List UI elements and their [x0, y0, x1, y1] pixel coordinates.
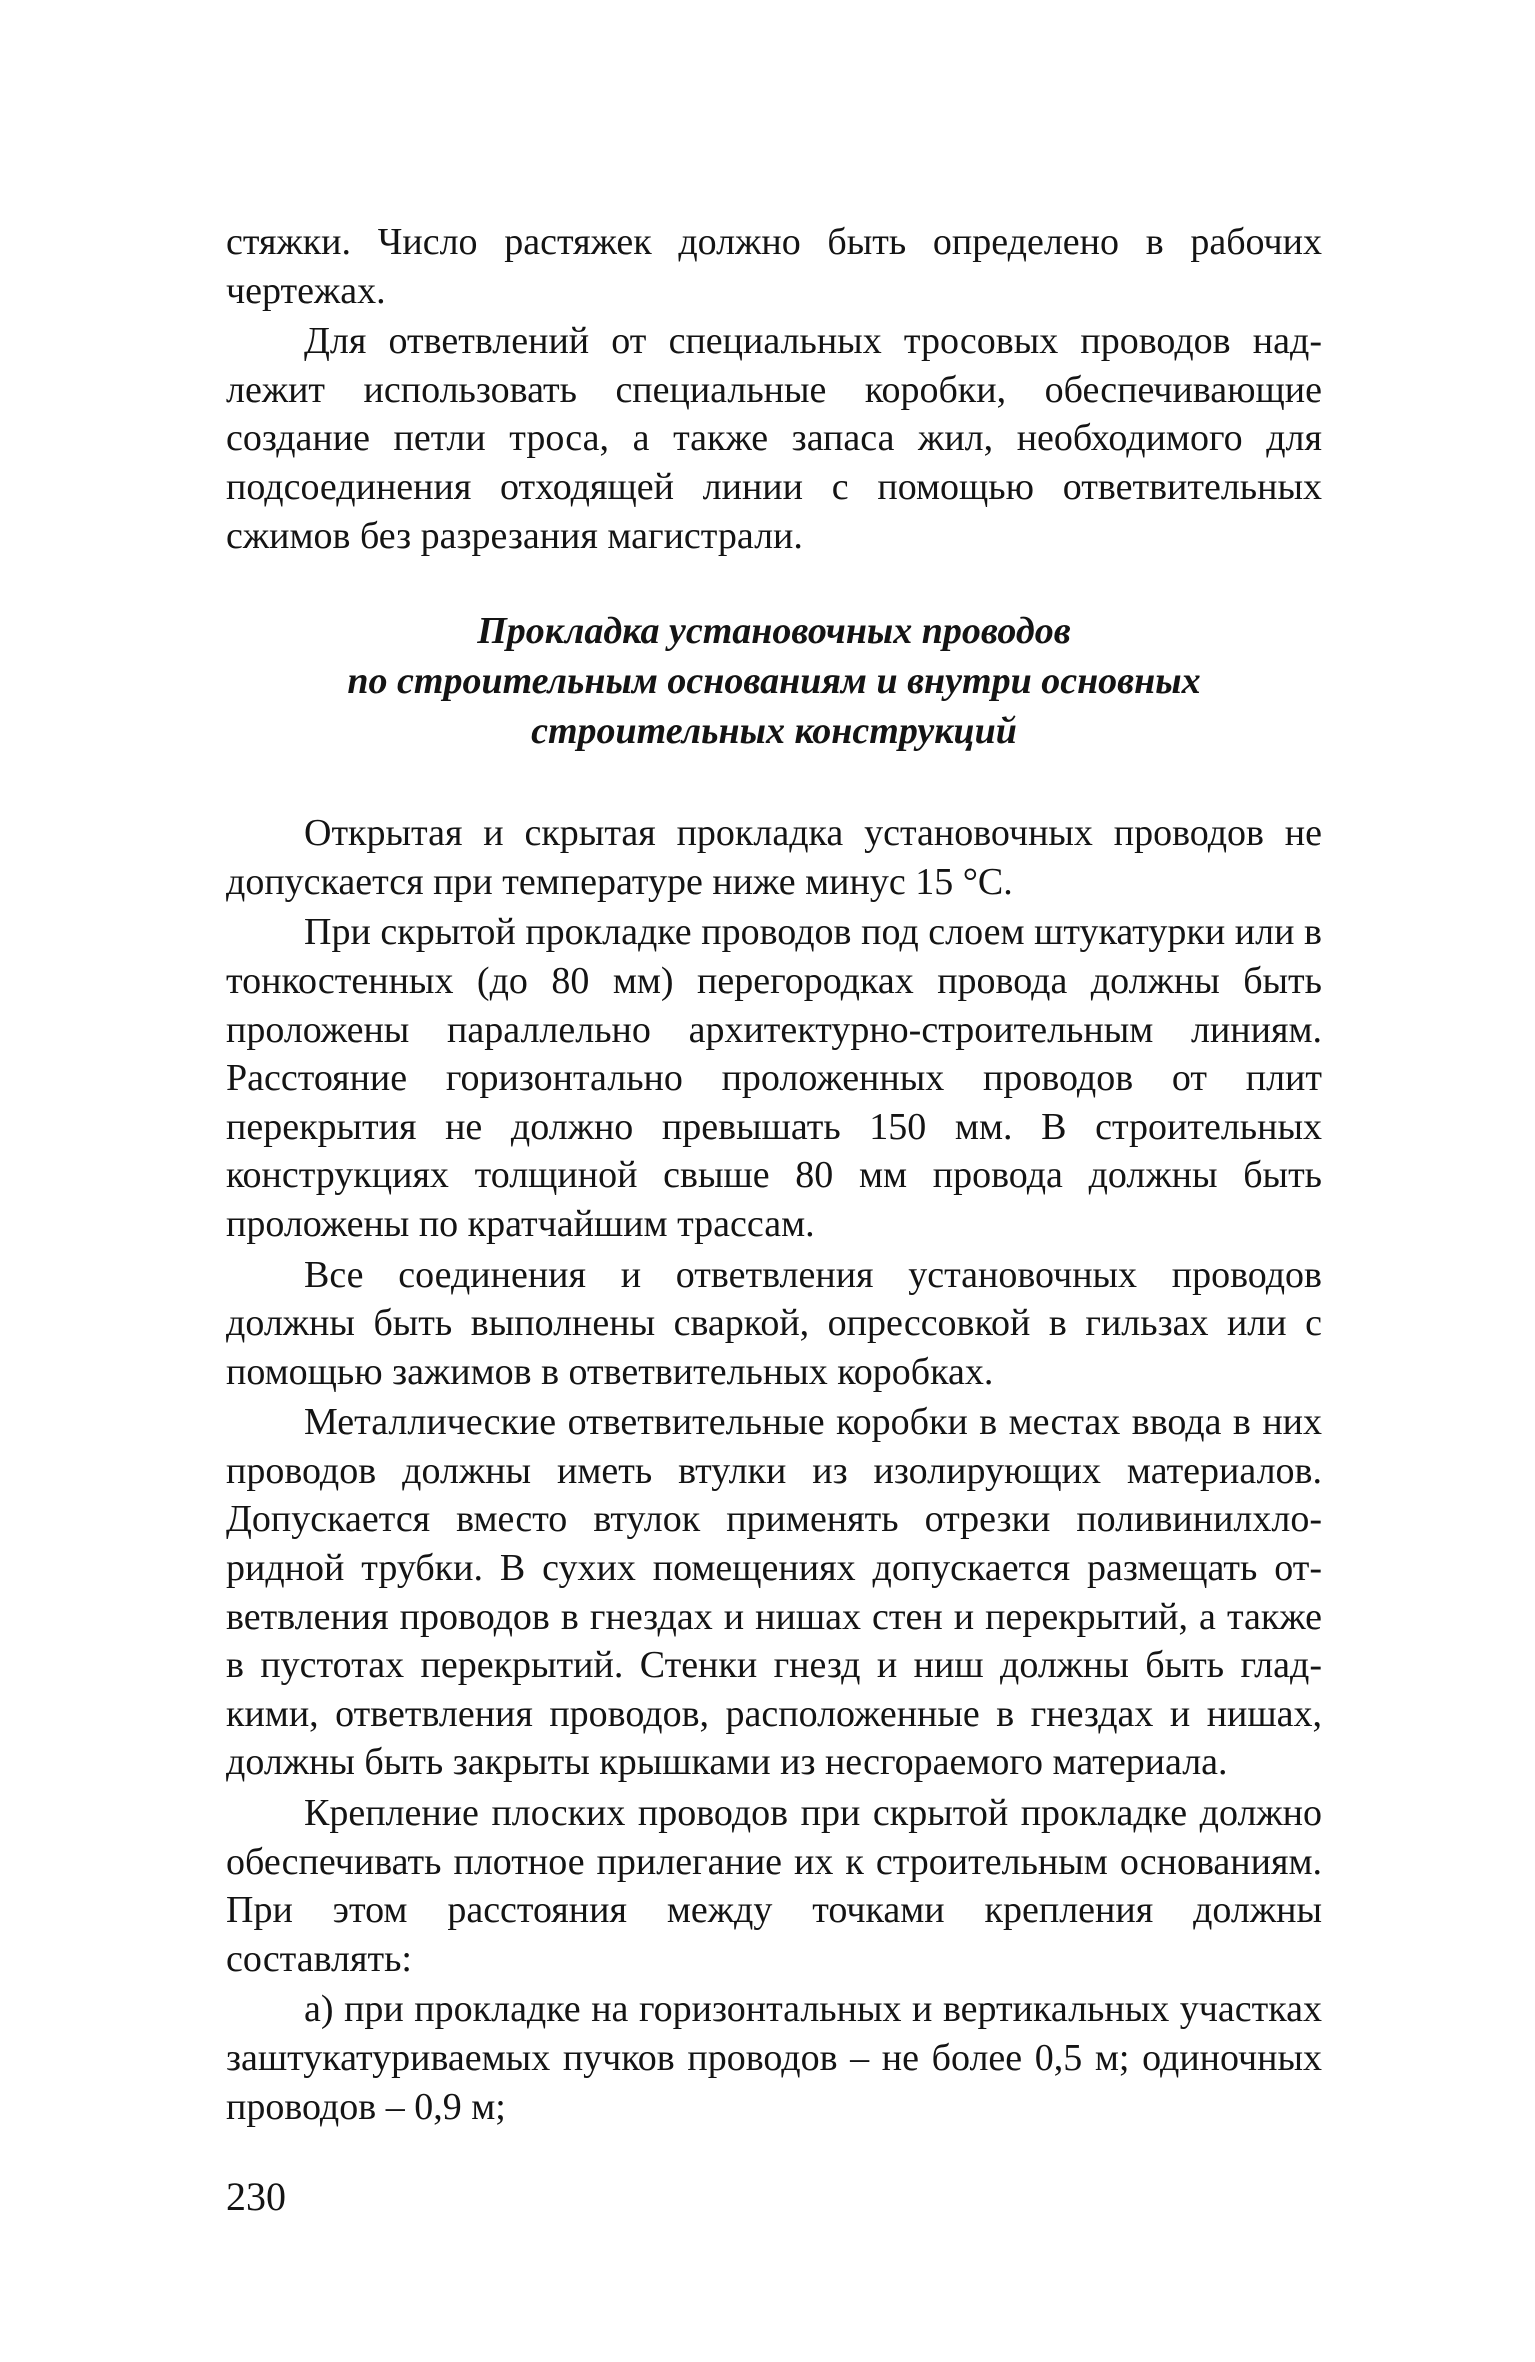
paragraph: Все соединения и ответвления установочных проводов должны быть выполнены сваркой, опрессовкой в гильзах или с помощью зажимов в ответвительных коробках.: [226, 1253, 1322, 1393]
paragraph: Крепление плоских проводов при скрытой прокладке должно обеспечивать плотное прилегание их к строительным основаниям. При этом расстояния между точками крепления должны составлять:: [226, 1792, 1322, 1980]
heading-line: строительных конструкций: [531, 710, 1017, 753]
page-number: 230: [226, 2174, 286, 2219]
list-item-paragraph: а) при прокладке на горизонтальных и вертикальных участках заштукатуриваемых пучков проводов – не более 0,5 м; одиночных проводов – 0,9 м;: [226, 1988, 1322, 2128]
text-column: [226, 218, 1322, 2131]
section-heading: [226, 606, 1322, 756]
heading-line: по строительным основаниям и внутри основных: [347, 660, 1201, 703]
paragraph: Для ответвлений от специальных тросовых проводов надлежит использовать специальные коробки, обеспечивающие создание петли троса, а также запаса жил, необходимого для подсоединения отходящей линии с помощью ответвительных сжимов без разрезания магистрали.: [226, 320, 1322, 557]
heading-line: Прокладка установочных проводов: [477, 610, 1071, 653]
paragraph: Открытая и скрытая прокладка установочных проводов не допускается при температуре ниже минус 15 °С.: [226, 812, 1322, 903]
paragraph: Металлические ответвительные коробки в местах ввода в них проводов должны иметь втулки из изолирующих материалов. Допускается вместо втулок применять отрезки поливинилхлоридной трубки. В сухих помещениях допускается размещать ответвления проводов в гнездах и нишах стен и перекрытий, а также в пустотах перекрытий. Стенки гнезд и ниш должны быть гладкими, ответвления проводов, расположенные в гнездах и нишах, должны быть закрыты крышками из несгораемого материала.: [226, 1401, 1322, 1784]
paragraph-continued: стяжки. Число растяжек должно быть определено в рабочих чертежах.: [226, 221, 1322, 312]
paragraph: При скрытой прокладке проводов под слоем штукатурки или в тонкостенных (до 80 мм) перегородках провода должны быть проложены параллельно архитектурно-строительным линиям. Расстояние горизонтально проложенных проводов от плит перекрытия не должно превышать 150 мм. В строительных конструкциях толщиной свыше 80 мм провода должны быть проложены по кратчайшим трассам.: [226, 911, 1322, 1245]
